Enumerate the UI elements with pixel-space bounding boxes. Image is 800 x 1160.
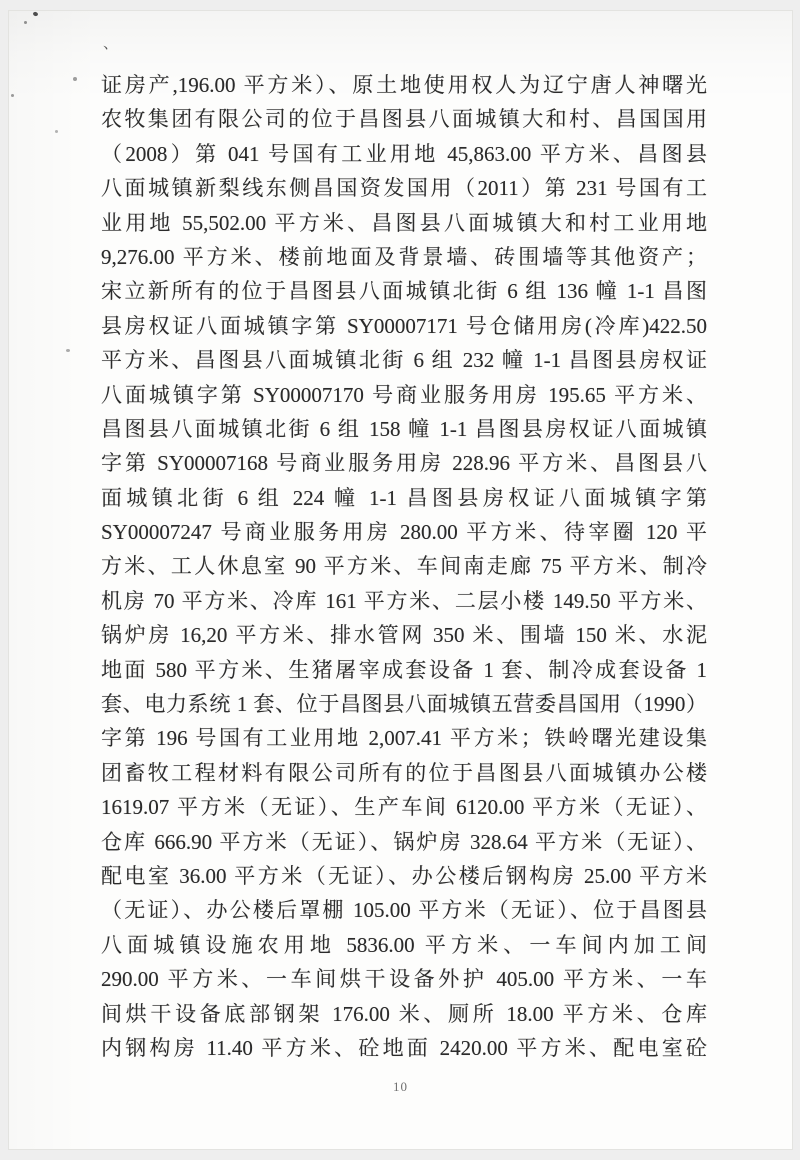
document-page [8, 10, 793, 1150]
ink-speck [55, 130, 58, 133]
text-line: 八面城镇设施农用地 5836.00 平方米、一车间内加工间 [101, 932, 707, 957]
text-line: 机房 70 平方米、冷库 161 平方米、二层小楼 149.50 平方米、 [101, 588, 707, 613]
stray-comma-mark: 、 [103, 36, 119, 52]
page-number: 10 [393, 1079, 408, 1094]
text-line: 锅炉房 16,20 平方米、排水管网 350 米、围墙 150 米、水泥 [101, 623, 707, 648]
text-line: 仓库 666.90 平方米（无证）、锅炉房 328.64 平方米（无证）、 [101, 829, 707, 854]
text-line: 业用地 55,502.00 平方米、昌图县八面城镇大和村工业用地 [101, 210, 707, 235]
text-line: 面城镇北街 6 组 224 幢 1-1 昌图县房权证八面城镇字第 [101, 485, 707, 510]
text-line: 方米、工人休息室 90 平方米、车间南走廊 75 平方米、制冷 [101, 554, 707, 579]
ink-speck [73, 77, 77, 81]
text-line: 290.00 平方米、一车间烘干设备外护 405.00 平方米、一车 [101, 967, 707, 992]
text-line: 八面城镇字第 SY00007170 号商业服务用房 195.65 平方米、 [101, 382, 707, 407]
text-line: 昌图县八面城镇北街 6 组 158 幢 1-1 昌图县房权证八面城镇 [101, 416, 707, 441]
text-line: 内钢构房 11.40 平方米、砼地面 2420.00 平方米、配电室砼 [101, 1035, 707, 1060]
text-line: 农牧集团有限公司的位于昌图县八面城镇大和村、昌国国用 [101, 107, 707, 132]
text-line: 县房权证八面城镇字第 SY00007171 号仓储用房(冷库)422.50 [101, 313, 707, 338]
text-line: 套、电力系统 1 套、位于昌图县八面城镇五营委昌国用（1990） [101, 692, 707, 717]
text-line: 证房产,196.00 平方米）、原土地使用权人为辽宁唐人神曙光 [101, 73, 707, 97]
text-line: 字第 196 号国有工业用地 2,007.41 平方米；铁岭曙光建设集 [101, 726, 707, 751]
ink-speck [24, 21, 27, 24]
ink-speck [11, 94, 14, 97]
text-line: SY00007247 号商业服务用房 280.00 平方米、待宰圈 120 平 [101, 520, 707, 545]
text-line: 八面城镇新梨线东侧昌国资发国用（2011）第 231 号国有工 [101, 176, 707, 201]
ink-speck [32, 11, 38, 16]
text-line: 平方米、昌图县八面城镇北街 6 组 232 幢 1-1 昌图县房权证 [101, 348, 707, 373]
text-line: 团畜牧工程材料有限公司所有的位于昌图县八面城镇办公楼 [101, 760, 707, 785]
text-line: 字第 SY00007168 号商业服务用房 228.96 平方米、昌图县八 [101, 451, 707, 476]
text-line: 间烘干设备底部钢架 176.00 米、厕所 18.00 平方米、仓库 [101, 1001, 707, 1026]
body-text [101, 68, 707, 1065]
text-line: 地面 580 平方米、生猪屠宰成套设备 1 套、制冷成套设备 1 [101, 657, 707, 682]
text-line: 配电室 36.00 平方米（无证）、办公楼后钢构房 25.00 平方米 [101, 863, 707, 888]
text-line: （2008）第 041 号国有工业用地 45,863.00 平方米、昌图县 [101, 141, 707, 166]
text-line: 1619.07 平方米（无证）、生产车间 6120.00 平方米（无证）、 [101, 795, 707, 820]
text-line: 9,276.00 平方米、楼前地面及背景墙、砖围墙等其他资产； [101, 244, 707, 269]
ink-speck [66, 349, 70, 352]
text-line: （无证）、办公楼后罩棚 105.00 平方米（无证）、位于昌图县 [101, 898, 707, 923]
text-line: 宋立新所有的位于昌图县八面城镇北街 6 组 136 幢 1-1 昌图 [101, 279, 707, 304]
